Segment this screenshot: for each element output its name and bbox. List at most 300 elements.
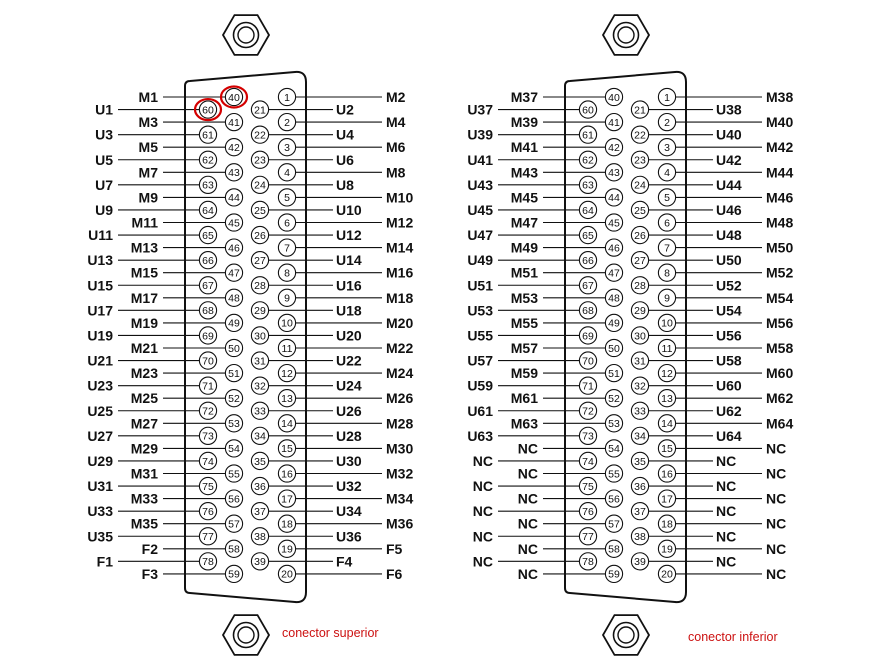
pin-number: 9 — [284, 292, 290, 305]
pin-68 — [199, 302, 216, 319]
pin-35 — [631, 452, 648, 469]
pin-32 — [631, 377, 648, 394]
pin-77 — [199, 528, 216, 545]
pin-number: 1 — [664, 91, 670, 104]
signal-label-left-inner: NC — [517, 515, 538, 532]
signal-label-left-inner: M37 — [510, 89, 538, 105]
signal-label-left-inner: M63 — [510, 415, 538, 432]
signal-label-right-inner: U32 — [336, 478, 362, 495]
nut-outer-ring — [234, 23, 259, 48]
signal-label-left-inner: M45 — [510, 189, 538, 206]
signal-label-right-inner: U50 — [716, 252, 742, 269]
pin-number: 62 — [202, 154, 214, 167]
signal-label-right-inner: U14 — [336, 252, 362, 269]
signal-label-right-outer: M28 — [386, 415, 414, 432]
signal-label-left-inner: NC — [517, 440, 538, 457]
pin-28 — [251, 277, 268, 294]
pin-53 — [225, 415, 242, 432]
pin-number: 36 — [634, 480, 646, 493]
pin-44 — [225, 189, 242, 206]
pin-72 — [199, 402, 216, 419]
pin-49 — [225, 314, 242, 331]
pin-76 — [199, 503, 216, 520]
pin-45 — [225, 214, 242, 231]
pin-number: 40 — [608, 91, 620, 104]
bottom-mounting-nut-icon — [223, 615, 269, 655]
pin-number: 72 — [202, 405, 214, 418]
signal-label-left-outer: U49 — [467, 252, 493, 269]
pin-number: 73 — [202, 430, 214, 443]
pin-48 — [605, 289, 622, 306]
signal-label-left-outer: U23 — [87, 377, 113, 394]
pin-number: 74 — [202, 455, 214, 468]
pin-37 — [631, 503, 648, 520]
pin-63 — [579, 176, 596, 193]
pin-22 — [631, 126, 648, 143]
pin-73 — [579, 427, 596, 444]
pin-27 — [631, 252, 648, 269]
signal-label-left-inner: M19 — [130, 314, 158, 331]
pin-number: 52 — [608, 393, 620, 405]
pin-number: 6 — [664, 217, 670, 230]
pin-number: 30 — [254, 330, 266, 343]
pin-number: 33 — [254, 405, 266, 418]
pin-21 — [631, 101, 648, 118]
pin-number: 34 — [254, 430, 266, 443]
pin-number: 15 — [281, 443, 293, 456]
signal-label-right-inner: U56 — [716, 327, 742, 344]
pin-6 — [278, 214, 295, 231]
signal-label-left-outer: NC — [472, 528, 493, 545]
pin-number: 11 — [281, 342, 293, 355]
pin-number: 73 — [582, 430, 594, 443]
pin-number: 66 — [202, 254, 214, 267]
signal-label-right-inner: U52 — [716, 277, 742, 294]
signal-label-left-outer: U57 — [467, 352, 493, 369]
pin-number: 12 — [661, 367, 673, 380]
signal-label-left-inner: M25 — [130, 390, 158, 407]
pin-36 — [251, 477, 268, 494]
pin-3 — [658, 139, 675, 156]
pin-number: 46 — [228, 242, 240, 255]
signal-label-right-outer: M54 — [766, 289, 794, 306]
signal-label-left-inner: M33 — [130, 490, 158, 507]
signal-label-right-outer: M10 — [386, 189, 414, 206]
pin-number: 54 — [228, 443, 240, 456]
pin-26 — [251, 226, 268, 243]
signal-label-right-outer: M2 — [386, 89, 406, 105]
pin-47 — [605, 264, 622, 281]
signal-label-right-inner: U58 — [716, 352, 742, 369]
pin-number: 6 — [284, 217, 290, 230]
pin-43 — [605, 164, 622, 181]
pin-59 — [225, 565, 242, 582]
pin-77 — [579, 528, 596, 545]
pin-45 — [605, 214, 622, 231]
signal-label-right-inner: U6 — [336, 151, 354, 168]
pin-1 — [658, 88, 675, 105]
signal-label-left-outer: U43 — [467, 176, 493, 193]
pin-7 — [658, 239, 675, 256]
pin-number: 68 — [202, 305, 214, 318]
pin-55 — [225, 465, 242, 482]
signal-label-right-inner: NC — [716, 503, 737, 520]
pin-number: 59 — [608, 568, 620, 581]
pin-number: 26 — [254, 229, 266, 242]
signal-label-left-inner: M21 — [130, 340, 158, 356]
signal-label-left-inner: M15 — [130, 264, 158, 281]
pin-number: 45 — [228, 217, 240, 230]
pin-11 — [658, 339, 675, 356]
pin-76 — [579, 503, 596, 520]
pin-number: 76 — [582, 505, 594, 518]
pin-71 — [579, 377, 596, 394]
nut-inner-ring — [238, 27, 254, 43]
signal-label-left-inner: M43 — [510, 164, 538, 181]
signal-label-right-outer: M4 — [386, 114, 406, 131]
pin-number: 47 — [608, 267, 620, 280]
nut-inner-ring — [238, 627, 254, 643]
pin-12 — [278, 365, 295, 382]
signal-label-right-inner: F4 — [336, 553, 353, 570]
signal-label-left-inner: M41 — [510, 139, 538, 156]
signal-label-left-outer: U3 — [95, 126, 113, 143]
pin-62 — [579, 151, 596, 168]
signal-label-right-inner: U16 — [336, 277, 362, 294]
pin-number: 17 — [281, 493, 293, 506]
pin-number: 12 — [281, 367, 293, 380]
signal-label-right-inner: U38 — [716, 101, 742, 118]
pin-number: 10 — [281, 317, 293, 330]
pin-number: 71 — [582, 380, 594, 393]
pin-29 — [251, 302, 268, 319]
signal-label-right-inner: U46 — [716, 201, 742, 218]
pin-15 — [658, 440, 675, 457]
signal-label-right-inner: U54 — [716, 302, 742, 319]
pin-64 — [579, 201, 596, 218]
pin-number: 25 — [634, 204, 646, 217]
signal-label-right-inner: U42 — [716, 151, 742, 168]
pin-number: 41 — [608, 116, 620, 129]
pin-number: 27 — [634, 254, 646, 267]
pin-30 — [251, 327, 268, 344]
signal-label-right-outer: NC — [766, 515, 787, 532]
nut-outline — [223, 615, 269, 655]
pin-24 — [631, 176, 648, 193]
signal-label-left-inner: F3 — [141, 565, 158, 582]
signal-label-right-inner: U22 — [336, 352, 362, 369]
pin-40 — [605, 88, 622, 105]
pin-18 — [278, 515, 295, 532]
top-mounting-nut-icon — [603, 15, 649, 55]
pin-51 — [225, 365, 242, 382]
pin-25 — [251, 201, 268, 218]
pin-34 — [631, 427, 648, 444]
pin-number: 42 — [608, 142, 620, 154]
pin-10 — [658, 314, 675, 331]
pin-48 — [225, 289, 242, 306]
pin-23 — [251, 151, 268, 168]
pin-53 — [605, 415, 622, 432]
signal-label-left-outer: U39 — [467, 126, 493, 143]
pin-number: 5 — [664, 192, 670, 205]
connector-caption: conector inferior — [688, 630, 778, 644]
pin-number: 60 — [582, 104, 594, 117]
signal-label-left-inner: M27 — [130, 415, 158, 432]
signal-label-right-inner: U8 — [336, 176, 354, 193]
pin-66 — [199, 252, 216, 269]
pin-number: 77 — [582, 531, 594, 544]
pin-47 — [225, 264, 242, 281]
signal-label-right-outer: NC — [766, 540, 787, 557]
pin-number: 10 — [661, 317, 673, 330]
pin-68 — [579, 302, 596, 319]
pin-63 — [199, 176, 216, 193]
signal-label-right-outer: M30 — [386, 440, 414, 457]
pin-69 — [579, 327, 596, 344]
signal-label-right-inner: U28 — [336, 427, 362, 444]
pin-number: 4 — [664, 167, 670, 180]
pin-number: 29 — [254, 305, 266, 318]
signal-label-right-inner: NC — [716, 452, 737, 469]
signal-label-right-outer: M48 — [766, 214, 794, 231]
pin-number: 30 — [634, 330, 646, 343]
pin-number: 48 — [228, 292, 240, 305]
pin-number: 22 — [254, 129, 266, 142]
signal-label-right-outer: M36 — [386, 515, 414, 532]
signal-label-left-outer: U35 — [87, 528, 113, 545]
pin-number: 35 — [634, 455, 646, 468]
pin-13 — [658, 390, 675, 407]
pin-75 — [579, 477, 596, 494]
pin-11 — [278, 339, 295, 356]
signal-label-left-outer: U59 — [467, 377, 493, 394]
pin-78 — [579, 553, 596, 570]
signal-label-right-outer: NC — [766, 490, 787, 507]
pin-number: 9 — [664, 292, 670, 305]
signal-label-right-inner: U4 — [336, 126, 354, 143]
nut-inner-ring — [618, 627, 634, 643]
pin-67 — [199, 277, 216, 294]
signal-label-right-inner: U30 — [336, 452, 362, 469]
signal-label-left-outer: U45 — [467, 201, 493, 218]
signal-label-left-outer: U21 — [87, 352, 113, 369]
pin-number: 49 — [608, 317, 620, 330]
pin-73 — [199, 427, 216, 444]
pin-65 — [199, 226, 216, 243]
pin-number: 63 — [582, 179, 594, 192]
pin-15 — [278, 440, 295, 457]
signal-label-right-outer: F6 — [386, 565, 403, 582]
signal-label-left-inner: M35 — [130, 515, 158, 532]
pin-number: 44 — [228, 192, 240, 205]
pin-number: 66 — [582, 254, 594, 267]
signal-label-left-outer: U41 — [467, 151, 493, 168]
pin-71 — [199, 377, 216, 394]
pin-number: 39 — [254, 556, 266, 569]
signal-label-right-outer: M22 — [386, 340, 414, 356]
pin-24 — [251, 176, 268, 193]
pin-number: 1 — [284, 91, 290, 104]
signal-label-right-inner: NC — [716, 478, 737, 495]
signal-label-left-outer: U13 — [87, 252, 113, 269]
pin-51 — [605, 365, 622, 382]
pin-69 — [199, 327, 216, 344]
pin-number: 11 — [661, 342, 673, 355]
pin-number: 75 — [582, 480, 594, 493]
pin-8 — [658, 264, 675, 281]
pin-number: 75 — [202, 480, 214, 493]
signal-label-left-inner: NC — [517, 540, 538, 557]
pin-number: 77 — [202, 531, 214, 544]
pin-number: 61 — [202, 129, 214, 142]
signal-label-right-outer: NC — [766, 565, 787, 582]
pin-19 — [658, 540, 675, 557]
signal-label-left-inner: M1 — [138, 89, 158, 105]
pin-number: 51 — [228, 367, 240, 380]
signal-label-left-inner: M39 — [510, 114, 538, 131]
signal-label-right-outer: NC — [766, 440, 787, 457]
pin-number: 22 — [634, 129, 646, 142]
signal-label-right-inner: U12 — [336, 227, 362, 244]
signal-label-left-outer: F1 — [96, 553, 113, 570]
pin-54 — [605, 440, 622, 457]
pin-27 — [251, 252, 268, 269]
pin-number: 43 — [608, 167, 620, 180]
pin-number: 45 — [608, 217, 620, 230]
pin-64 — [199, 201, 216, 218]
signal-label-left-outer: NC — [472, 553, 493, 570]
pin-number: 43 — [228, 167, 240, 180]
pin-70 — [579, 352, 596, 369]
pin-23 — [631, 151, 648, 168]
pin-number: 33 — [634, 405, 646, 418]
top-mounting-nut-icon — [223, 15, 269, 55]
signal-label-left-outer: U9 — [95, 201, 113, 218]
pin-55 — [605, 465, 622, 482]
pin-20 — [658, 565, 675, 582]
pin-number: 54 — [608, 443, 620, 456]
pin-number: 60 — [202, 104, 214, 117]
signal-label-left-inner: M9 — [138, 189, 158, 206]
pin-43 — [225, 164, 242, 181]
pin-29 — [631, 302, 648, 319]
pin-34 — [251, 427, 268, 444]
signal-label-left-outer: U61 — [467, 402, 493, 419]
signal-label-right-inner: U34 — [336, 503, 362, 520]
signal-label-left-outer: U15 — [87, 277, 113, 294]
pin-number: 42 — [228, 142, 240, 154]
pin-number: 40 — [228, 91, 240, 104]
nut-inner-ring — [618, 27, 634, 43]
pin-number: 70 — [202, 355, 214, 368]
signal-label-right-outer: M60 — [766, 365, 794, 382]
pin-58 — [605, 540, 622, 557]
pin-number: 47 — [228, 267, 240, 280]
signal-label-left-outer: U25 — [87, 402, 113, 419]
signal-label-right-outer: M40 — [766, 114, 794, 131]
pin-40 — [221, 87, 247, 108]
pin-number: 58 — [228, 543, 240, 556]
pin-4 — [658, 164, 675, 181]
pin-60 — [579, 101, 596, 118]
pin-number: 18 — [281, 518, 293, 531]
pin-49 — [605, 314, 622, 331]
signal-label-left-inner: F2 — [141, 540, 158, 557]
pin-number: 78 — [582, 556, 594, 569]
pin-16 — [278, 465, 295, 482]
signal-label-right-inner: U60 — [716, 377, 742, 394]
signal-label-right-outer: M20 — [386, 314, 414, 331]
nut-outline — [603, 615, 649, 655]
pin-74 — [579, 452, 596, 469]
nut-outline — [223, 15, 269, 55]
signal-label-right-outer: M34 — [386, 490, 414, 507]
pin-number: 3 — [664, 142, 670, 154]
pin-56 — [605, 490, 622, 507]
pin-number: 68 — [582, 305, 594, 318]
pin-number: 38 — [254, 531, 266, 544]
signal-label-right-inner: U62 — [716, 402, 742, 419]
pin-59 — [605, 565, 622, 582]
signal-label-left-outer: U17 — [87, 302, 113, 319]
signal-label-right-outer: M14 — [386, 239, 414, 256]
connector-caption: conector superior — [282, 626, 379, 640]
signal-label-left-inner: M29 — [130, 440, 158, 457]
pin-number: 76 — [202, 505, 214, 518]
pin-75 — [199, 477, 216, 494]
signal-label-left-inner: M7 — [138, 164, 158, 181]
pin-number: 64 — [582, 204, 594, 217]
pin-62 — [199, 151, 216, 168]
pin-25 — [631, 201, 648, 218]
signal-label-right-inner: U2 — [336, 101, 354, 118]
signal-label-left-outer: U47 — [467, 227, 493, 244]
pin-number: 31 — [634, 355, 646, 368]
pin-number: 21 — [634, 104, 646, 117]
signal-label-right-outer: NC — [766, 465, 787, 482]
pin-number: 20 — [281, 568, 293, 581]
signal-label-left-outer: U63 — [467, 427, 493, 444]
pin-37 — [251, 503, 268, 520]
pin-39 — [251, 553, 268, 570]
signal-label-right-outer: M6 — [386, 139, 406, 156]
signal-label-right-outer: M56 — [766, 314, 794, 331]
pin-50 — [605, 339, 622, 356]
signal-label-left-outer: U51 — [467, 277, 493, 294]
signal-label-right-inner: U18 — [336, 302, 362, 319]
pin-19 — [278, 540, 295, 557]
pin-20 — [278, 565, 295, 582]
signal-label-left-inner: M47 — [510, 214, 538, 231]
signal-label-right-outer: M46 — [766, 189, 794, 206]
pin-number: 53 — [228, 418, 240, 431]
pin-10 — [278, 314, 295, 331]
pin-number: 48 — [608, 292, 620, 305]
pin-42 — [605, 139, 622, 156]
signal-label-left-inner: M11 — [131, 214, 158, 231]
pin-33 — [631, 402, 648, 419]
pin-number: 58 — [608, 543, 620, 556]
pin-32 — [251, 377, 268, 394]
pin-number: 16 — [661, 468, 673, 481]
connector-superior — [87, 15, 413, 655]
signal-label-left-outer: U29 — [87, 452, 113, 469]
signal-label-right-inner: U40 — [716, 126, 742, 143]
signal-label-right-outer: M58 — [766, 340, 794, 356]
signal-label-right-inner: U44 — [716, 176, 742, 193]
pin-number: 14 — [661, 418, 673, 431]
